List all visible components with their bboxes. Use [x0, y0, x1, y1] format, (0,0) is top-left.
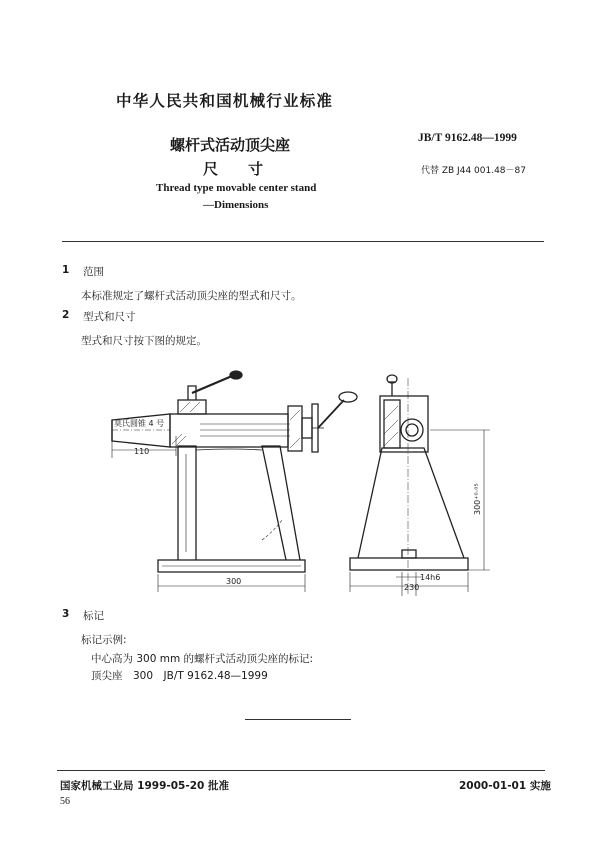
implementation-date: 2000-01-01 实施: [459, 780, 551, 792]
document-title: 螺杆式活动顶尖座: [170, 136, 291, 154]
end-rule: [245, 719, 351, 720]
marking-example-description: 中心高为 300 mm 的螺杆式活动顶尖座的标记:: [91, 653, 314, 665]
approval-statement: 国家机械工业局 1999-05-20 批准: [60, 780, 229, 792]
dim-300-height: 300⁺⁰·⁰⁵: [473, 483, 482, 515]
front-clamp-block: [178, 400, 206, 414]
section-2-text: 型式和尺寸按下图的规定。: [81, 335, 207, 347]
marking-example-label: 标记示例:: [81, 634, 127, 646]
standard-number: JB/T 9162.48—1999: [418, 132, 517, 144]
section-3-number: 3: [62, 608, 70, 620]
dim-230: 230: [404, 583, 420, 592]
front-spindle-housing: [170, 414, 288, 447]
replaces-standard: 代替 ZB J44 001.48－87: [421, 166, 526, 176]
front-handwheel-hub: [288, 406, 302, 451]
front-lock-lever: [192, 376, 232, 393]
dim-14h6: 14h6: [420, 573, 441, 582]
side-base-plate: [350, 558, 468, 570]
page-number: 56: [60, 796, 70, 807]
front-column-left: [178, 446, 196, 560]
dim-110: 110: [134, 447, 150, 456]
english-title-line2: —Dimensions: [203, 199, 269, 211]
marking-example-mark: 顶尖座 300 JB/T 9162.48—1999: [91, 670, 268, 682]
section-3-heading: 标记: [83, 610, 104, 622]
section-1-heading: 范围: [83, 266, 104, 278]
section-1-number: 1: [62, 264, 70, 276]
section-2-heading: 型式和尺寸: [83, 311, 136, 323]
side-key: [402, 550, 416, 558]
section-2-number: 2: [62, 309, 70, 321]
english-title-line1: Thread type movable center stand: [156, 182, 317, 194]
side-column-profile: [358, 448, 464, 558]
document-subtitle: 尺 寸: [203, 160, 264, 178]
dim-taper-label: 莫氏圆锥 4 号: [114, 419, 165, 428]
footer-divider: [57, 770, 545, 771]
front-column-right: [262, 446, 300, 560]
dim-300-width: 300: [226, 577, 242, 586]
side-bore-circle: [401, 419, 423, 441]
industry-standard-heading: 中华人民共和国机械行业标准: [116, 92, 334, 110]
section-1-text: 本标准规定了螺杆式活动顶尖座的型式和尺寸。: [81, 290, 302, 302]
front-handwheel-handle: [318, 400, 344, 428]
